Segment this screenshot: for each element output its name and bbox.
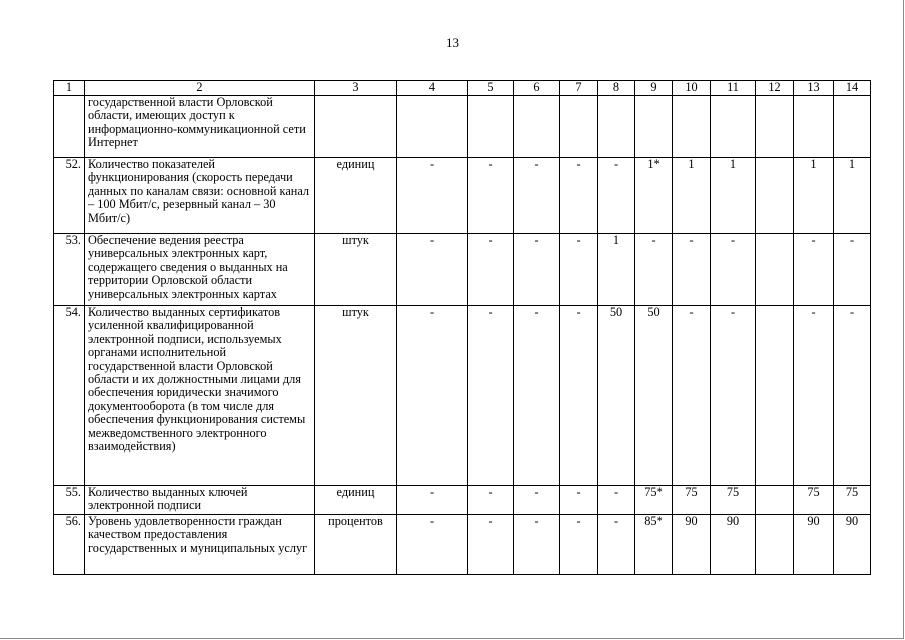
value-cell: 1 xyxy=(711,158,756,234)
value-cell xyxy=(794,96,834,158)
value-cell: 50 xyxy=(635,306,673,486)
unit-cell: процентов xyxy=(315,515,397,575)
value-cell xyxy=(756,158,794,234)
value-cell: 50 xyxy=(598,306,635,486)
row-number: 55. xyxy=(54,486,85,515)
value-cell xyxy=(635,96,673,158)
value-cell: - xyxy=(397,306,468,486)
value-cell: - xyxy=(468,515,514,575)
indicator-name: государственной власти Орловской области, имеющих доступ к информационно-коммуникационной сети Интернет xyxy=(85,96,315,158)
value-cell: 75 xyxy=(794,486,834,515)
value-cell xyxy=(397,96,468,158)
value-cell: - xyxy=(711,306,756,486)
indicator-name: Количество показателей функционирования (скорость передачи данных по каналам связи: основной канал – 100 Мбит/с, резервный канал – 30 Мбит/с) xyxy=(85,158,315,234)
row-number xyxy=(54,96,85,158)
value-cell: - xyxy=(834,306,871,486)
row-number: 53. xyxy=(54,234,85,306)
value-cell: - xyxy=(598,515,635,575)
table-row xyxy=(54,96,871,158)
unit-cell: единиц xyxy=(315,158,397,234)
value-cell: 75 xyxy=(834,486,871,515)
header-cell: 1 xyxy=(54,81,85,96)
header-cell: 6 xyxy=(514,81,560,96)
unit-cell: единиц xyxy=(315,486,397,515)
indicator-name: Обеспечение ведения реестра универсальных электронных карт, содержащего сведения о выданных на территории Орловской области универсальных электронных картах xyxy=(85,234,315,306)
table-row xyxy=(54,515,871,575)
header-cell: 2 xyxy=(85,81,315,96)
value-cell: - xyxy=(635,234,673,306)
value-cell: - xyxy=(468,158,514,234)
value-cell: - xyxy=(794,234,834,306)
value-cell: - xyxy=(560,486,598,515)
value-cell: 75* xyxy=(635,486,673,515)
unit-cell: штук xyxy=(315,306,397,486)
value-cell: - xyxy=(468,306,514,486)
value-cell xyxy=(756,306,794,486)
row-number: 52. xyxy=(54,158,85,234)
table-row xyxy=(54,306,871,486)
value-cell: - xyxy=(397,234,468,306)
value-cell: - xyxy=(397,515,468,575)
value-cell xyxy=(468,96,514,158)
header-cell: 5 xyxy=(468,81,514,96)
value-cell: - xyxy=(397,486,468,515)
value-cell: 1 xyxy=(598,234,635,306)
value-cell xyxy=(756,515,794,575)
indicator-name: Количество выданных ключей электронной подписи xyxy=(85,486,315,515)
value-cell: - xyxy=(560,515,598,575)
unit-cell: штук xyxy=(315,234,397,306)
table-row xyxy=(54,486,871,515)
value-cell xyxy=(756,486,794,515)
value-cell: 1* xyxy=(635,158,673,234)
value-cell: - xyxy=(514,515,560,575)
value-cell: - xyxy=(468,234,514,306)
value-cell: - xyxy=(794,306,834,486)
value-cell: 90 xyxy=(711,515,756,575)
value-cell: 1 xyxy=(673,158,711,234)
table-header-row xyxy=(54,81,871,96)
header-cell: 12 xyxy=(756,81,794,96)
header-cell: 4 xyxy=(397,81,468,96)
value-cell xyxy=(598,96,635,158)
header-cell: 14 xyxy=(834,81,871,96)
table-row xyxy=(54,234,871,306)
header-cell: 3 xyxy=(315,81,397,96)
value-cell: - xyxy=(560,158,598,234)
row-number: 56. xyxy=(54,515,85,575)
header-cell: 13 xyxy=(794,81,834,96)
header-cell: 9 xyxy=(635,81,673,96)
value-cell xyxy=(673,96,711,158)
value-cell: - xyxy=(514,158,560,234)
value-cell: - xyxy=(514,306,560,486)
value-cell: 85* xyxy=(635,515,673,575)
value-cell: - xyxy=(673,306,711,486)
value-cell: - xyxy=(397,158,468,234)
header-cell: 7 xyxy=(560,81,598,96)
value-cell: - xyxy=(598,486,635,515)
header-cell: 10 xyxy=(673,81,711,96)
unit-cell xyxy=(315,96,397,158)
value-cell xyxy=(560,96,598,158)
value-cell: - xyxy=(711,234,756,306)
value-cell xyxy=(756,234,794,306)
value-cell: - xyxy=(560,234,598,306)
value-cell: - xyxy=(468,486,514,515)
value-cell xyxy=(711,96,756,158)
value-cell: 90 xyxy=(673,515,711,575)
header-cell: 8 xyxy=(598,81,635,96)
value-cell xyxy=(514,96,560,158)
indicator-name: Количество выданных сертификатов усиленной квалифицированной электронной подписи, используемых органами исполнительной государственной власти Орловской области и их должностными лицами для обеспечения юридически значимого документооборота (в том числе для обеспечения функционирования системы межведомственного электронного взаимодействия) xyxy=(85,306,315,486)
table-row xyxy=(54,158,871,234)
value-cell: 90 xyxy=(834,515,871,575)
page-number: 13 xyxy=(446,35,459,50)
value-cell xyxy=(834,96,871,158)
value-cell: 75 xyxy=(711,486,756,515)
indicators-table xyxy=(53,80,871,575)
value-cell xyxy=(756,96,794,158)
value-cell: - xyxy=(560,306,598,486)
row-number: 54. xyxy=(54,306,85,486)
value-cell: - xyxy=(598,158,635,234)
value-cell: 90 xyxy=(794,515,834,575)
value-cell: - xyxy=(514,234,560,306)
value-cell: - xyxy=(673,234,711,306)
value-cell: 75 xyxy=(673,486,711,515)
value-cell: - xyxy=(514,486,560,515)
value-cell: - xyxy=(834,234,871,306)
header-cell: 11 xyxy=(711,81,756,96)
value-cell: 1 xyxy=(834,158,871,234)
value-cell: 1 xyxy=(794,158,834,234)
indicator-name: Уровень удовлетворенности граждан качеством предоставления государственных и муниципальных услуг xyxy=(85,515,315,575)
